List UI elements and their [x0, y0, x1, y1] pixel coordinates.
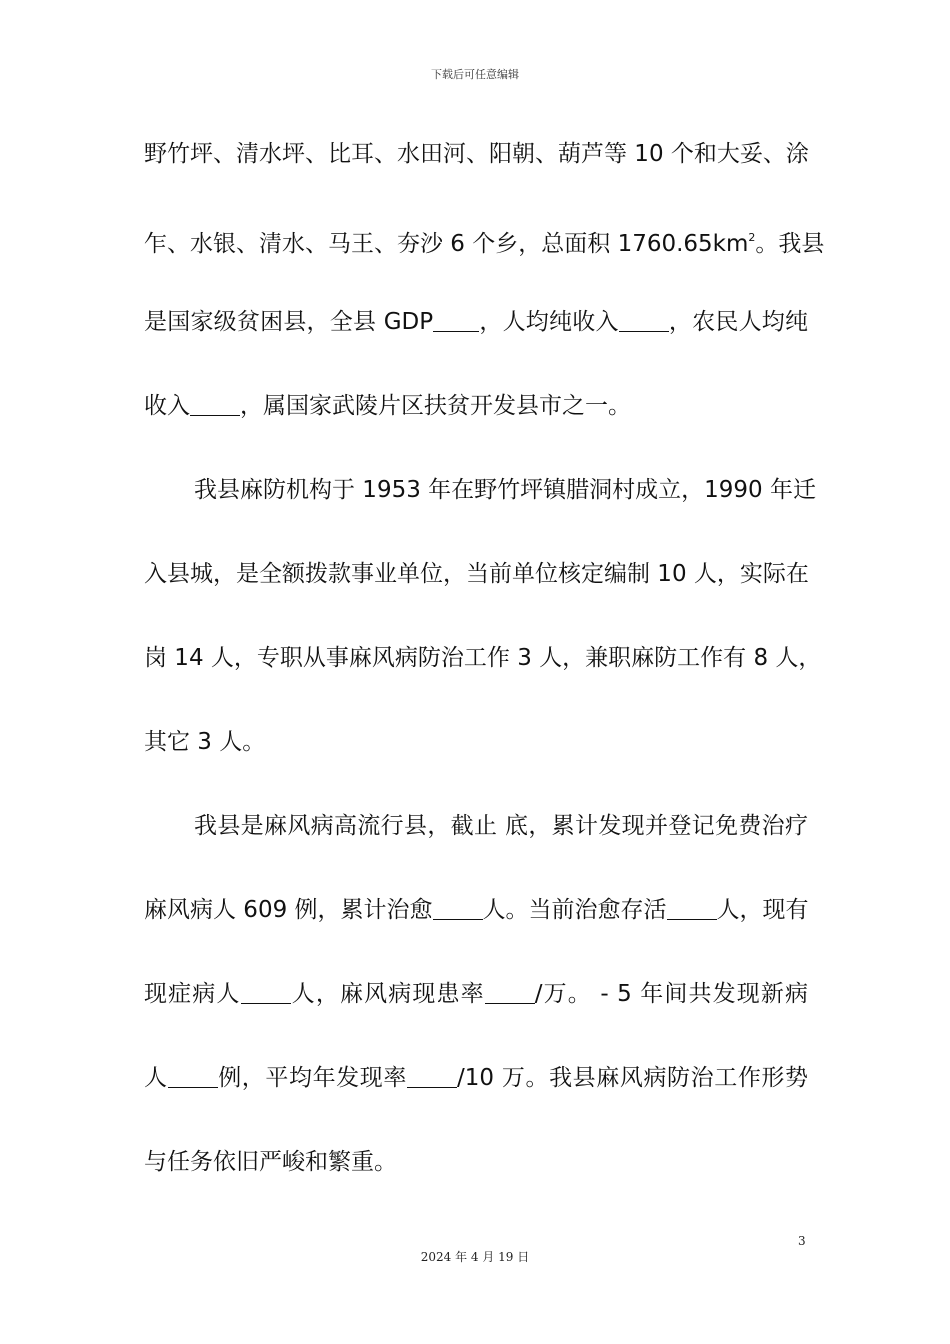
text-line: 入县城，是全额拨款事业单位，当前单位核定编制 10 人，实际在 — [144, 561, 809, 587]
paragraph-3 — [144, 800, 808, 1220]
fill-blank — [433, 899, 483, 920]
fill-blank — [433, 311, 479, 332]
fill-blank — [241, 983, 291, 1004]
text-segment: ，属国家武陵片区扶贫开发县市之一。 — [240, 393, 631, 419]
page-header: 下载后可任意编辑 — [431, 68, 519, 81]
text-segment: 乍、水银、清水、马王、夯沙 6 个乡，总面积 1760.65km — [144, 231, 749, 257]
text-segment: 例，平均年发现率 — [217, 1065, 407, 1091]
text-line — [144, 212, 825, 296]
text-line: 岗 14 人，专职从事麻风病防治工作 3 人，兼职麻防工作有 8 人， — [144, 645, 822, 671]
text-segment: ，农民人均纯 — [668, 309, 809, 335]
fill-blank — [619, 311, 669, 332]
text-line — [144, 1052, 808, 1136]
text-line — [144, 380, 808, 464]
text-segment: 人，麻风病现患率 — [290, 981, 485, 1007]
text-segment: 现症病人 — [144, 981, 241, 1007]
fill-blank — [168, 1067, 218, 1088]
text-segment: 是国家级贫困县，全县 GDP — [144, 309, 434, 335]
text-line — [144, 296, 808, 380]
paragraph-2 — [144, 464, 822, 800]
text-segment: 人，现有 — [716, 897, 809, 923]
text-segment: 收入 — [144, 393, 190, 419]
text-segment: /10 万。我县麻风病防治工作形势 — [456, 1065, 809, 1091]
fill-blank — [190, 395, 240, 416]
fill-blank — [485, 983, 535, 1004]
text-line: 与任务依旧严峻和繁重。 — [144, 1149, 397, 1175]
text-segment: /万。 - 5 年间共发现新病 — [534, 981, 809, 1007]
fill-blank — [667, 899, 717, 920]
page-footer-date: 2024 年 4 月 19 日 — [420, 1250, 530, 1264]
body-text — [144, 128, 825, 1220]
paragraph-1 — [144, 128, 825, 464]
text-segment: 。我县 — [755, 231, 825, 257]
fill-blank — [407, 1067, 457, 1088]
text-line: 我县是麻风病高流行县，截止 底，累计发现并登记免费治疗 — [194, 813, 808, 839]
text-line — [144, 968, 808, 1052]
text-line: 我县麻防机构于 1953 年在野竹坪镇腊洞村成立，1990 年迁 — [194, 477, 816, 503]
text-segment: 人。当前治愈存活 — [482, 897, 667, 923]
superscript: 2 — [748, 231, 756, 244]
text-line — [144, 884, 808, 968]
text-segment: 麻风病人 609 例，累计治愈 — [144, 897, 433, 923]
text-line: 野竹坪、清水坪、比耳、水田河、阳朝、葫芦等 10 个和大妥、涂 — [144, 141, 809, 167]
text-line: 其它 3 人。 — [144, 729, 266, 755]
text-segment: 人 — [144, 1065, 168, 1091]
page-number: 3 — [798, 1234, 806, 1248]
text-segment: ，人均纯收入 — [479, 309, 619, 335]
